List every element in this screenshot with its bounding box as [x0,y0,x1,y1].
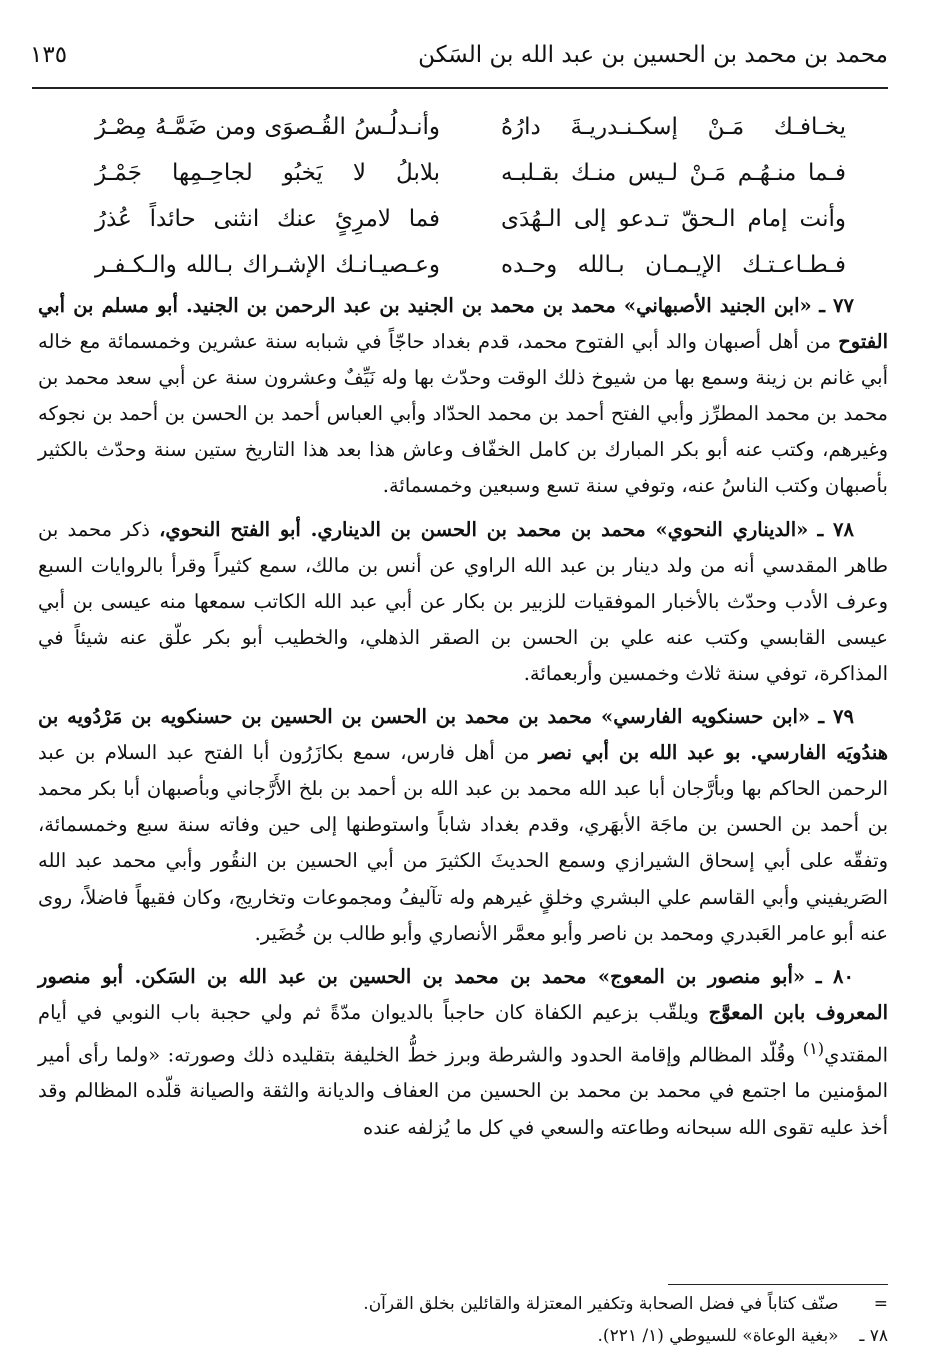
running-title: محمد بن محمد بن الحسين بن عبد الله بن السَكن [418,42,888,68]
verse-second-hemistich: بلابلُ لا يَخبُو لجاحِـمِها جَمْـرُ [95,160,440,186]
entry-text: من أهل فارس، سمع بكازَرُون أبا الفتح عبد السلام بن عبد الرحمن الحاكم بها وبأرَّجان أبا عبد الله محمد بن عبد الله بن أحمد بن بلخ الأَرَّجاني وبأصبهان أبا بكر محمد بن أحمد بن الحسن بن ماجَة الأبهَري، وقدم بغداد شاباً واستوطنها إلى حين وفاته سنة سبع وخمسمائة، وتفقّه على أبي إسحاق الشيرازي وسمع الحديثَ الكثيرَ من أبي الحسين بن النقُور وأبي محمد عبد الله الصَريفيني وأبي القاسم علي البشري وخلقٍ غيرهم وله تآليفُ ومجموعات وتخاريج، وكان فقيهاً فاضلاً، روى عنه أبو عامر العَبدري ومحمد بن ناصر وأبو معمَّر الأنصاري وأبو طالب بن خُضَير. [38,741,888,945]
verse-second-hemistich: وعـصيـانـك الإشـراك بـالله والـكـفـر [95,252,440,278]
entry-number: ٧٨ ـ [817,517,854,541]
verse-line [95,104,846,150]
verse-line [95,196,846,242]
entry-heading: «ابن حسنكويه الفارسي» محمد بن محمد بن الحسن بن الحسين بن حسنكويه بن مَرْدُويه بن هندُويَه الفارسي. بو عبد الله بن أبي نصر [38,705,888,765]
verse-first-hemistich: يخـافـك مَـنْ إسكـنـدريـةَ دارُهُ [501,114,846,140]
entry-heading: «ابن الجنيد الأصبهاني» محمد بن محمد بن الجنيد بن عبد الرحمن بن الجنيد. أبو مسلم بن أبي الفتوح [38,294,888,354]
entry-text: ويلقّب بزعيم الكفاة كان حاجباً بالديوان مدّةً ثم ولي حجبة باب النوبي في أيام المقتدي [38,1000,888,1067]
footnote-text: صنّف كتاباً في فضل الصحابة وتكفير المعتزلة والقائلين بخلق القرآن. [363,1294,839,1314]
entry-79 [38,699,888,952]
verse-first-hemistich: وأنت إمام الـحقّ تـدعو إلى الـهُدَى [501,206,846,232]
entry-78 [38,512,888,692]
footnote-marker: ٧٨ ـ [859,1326,888,1346]
footnotes [38,1288,888,1352]
footnote-text: «بغية الوعاة» للسيوطي (١/ ٢٢١). [597,1326,839,1346]
entry-number: ٧٩ ـ [818,705,854,729]
entry-heading: «الديناري النحوي» محمد بن محمد بن الحسن بن الديناري. أبو الفتح النحوي، [159,517,809,541]
footnote-marker: = [873,1294,888,1314]
verse-second-hemistich: فما لامرِئٍ عنك انثنى حائداً عُذرُ [95,206,440,232]
verse-first-hemistich: فـما منـهُـم مَـنْ لـيس منـك بقـلبـه [501,160,846,186]
page-header [30,30,888,80]
header-divider [32,87,888,89]
poem-verses [95,104,846,288]
footnote [38,1320,888,1352]
entry-text: من أهل أصبهان والد أبي الفتوح محمد، قدم بغداد حاجّاً في شبابه سنة عشرين وخمسمائة مع خاله أبي غانم بن زينة وسمع بها من شيوخ ذلك الوقت وحدّث بها وله نَيِّفٌ وعشرون سنة عن أبي سعد محمد بن محمد بن محمد المطرِّز وأبي الفتح أحمد بن محمد الحدّاد وأبي العباس أحمد بن الحسن بن أحمد بن نجوكه وغيرهم، وكتب عنه أبو بكر المبارك بن كامل الخفّاف وعاش هذا بعد هذا التاريخ ستين سنة وحدّث بالكثير بأصبهان وكتب الناسُ عنه، وتوفي سنة تسع وسبعين وخمسمائة. [38,330,888,498]
entry-number: ٧٧ ـ [819,294,854,317]
verse-second-hemistich: وأنـدلُـسُ القُـصوَى ومن ضَمَّـهُ مِصْـرُ [95,114,440,140]
verse-first-hemistich: فـطـاعـتـك الإيـمـان بـالله وحـده [501,252,846,278]
entry-80 [38,959,888,1146]
footnote-reference: (١) [802,1038,825,1058]
page-number: ١٣٥ [30,42,68,68]
footnote-divider [668,1284,888,1285]
entry-text-continued: وقُلّد المظالم وإقامة الحدود والشرطة وبرز خطُّ الخليفة بتقليده ذلك وصورته: «ولما رأى أمير المؤمنين ما اجتمع في محمد بن محمد بن الحسين من العفاف والديانة والثقة والصيانة قلّده المظالم وقد أخذ عليه تقوى الله سبحانه وطاعته والسعي في كل ما يُزلفه عنده [38,1043,888,1139]
entry-text: ذكر محمد بن طاهر المقدسي أنه من ولد دينار بن عبد الله الراوي عن أنس بن مالك، سمع كثيراً وقرأ بالروايات السبع وعرف الأدب وحدّث بالأخبار الموفقيات للزبير بن بكار عن أبي عبد الله الكاتب سمعها منه عيسى بن أبي عيسى القابسي وكتب عنه علي بن الحسن بن الصقر الذهلي، والخطيب أبو بكر علّق عنه شيئاً في المذاكرة، توفي سنة ثلاث وخمسين وأربعمائة. [38,517,888,685]
entry-77 [38,288,888,505]
verse-line [95,242,846,288]
footnote [38,1288,888,1320]
biography-entries [38,288,888,1153]
entry-number: ٨٠ ـ [815,964,854,988]
entry-heading: «أبو منصور بن المعوج» محمد بن محمد بن الحسين بن عبد الله بن السَكن. أبو منصور المعروف بابن المعوَّج [38,964,888,1024]
verse-line [95,150,846,196]
